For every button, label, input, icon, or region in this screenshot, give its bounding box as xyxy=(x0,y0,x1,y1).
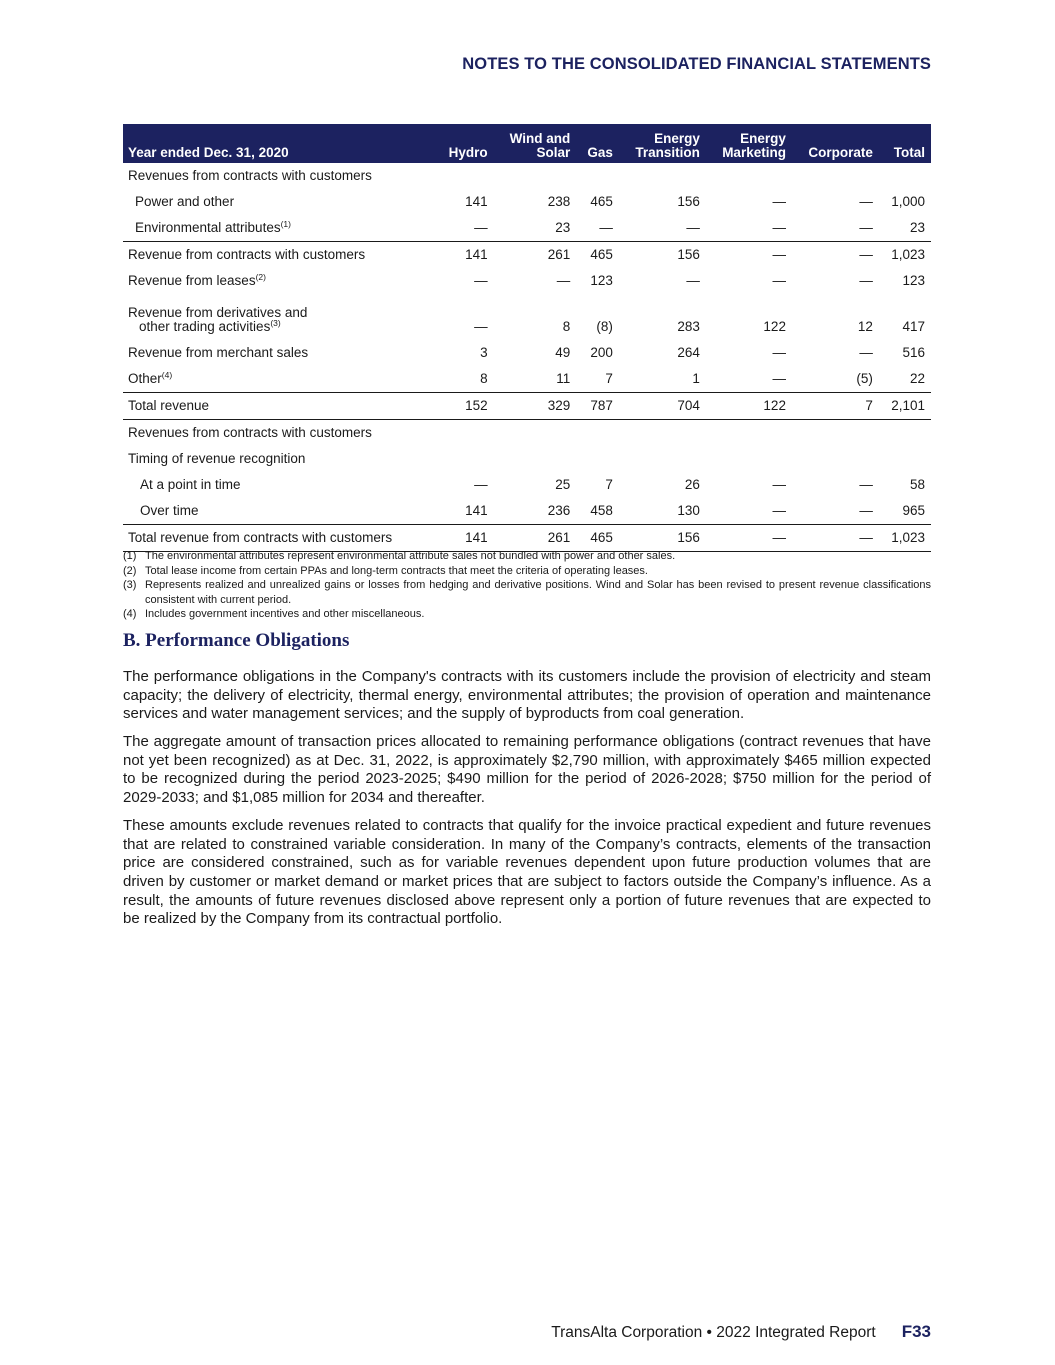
row-label: Total revenue xyxy=(123,393,436,420)
table-row xyxy=(123,446,931,472)
cell: 12 xyxy=(857,319,873,334)
revenue-table xyxy=(123,124,931,552)
table-row xyxy=(123,268,931,294)
footnote-text: Includes government incentives and other miscellaneous. xyxy=(145,608,425,620)
cell xyxy=(792,446,879,472)
cell: 152 xyxy=(436,393,494,420)
cell: — xyxy=(772,503,786,518)
footnote-marker: (4) xyxy=(123,608,137,620)
cell: 704 xyxy=(619,393,706,420)
cell: 26 xyxy=(684,477,700,492)
cell: — xyxy=(686,273,700,288)
cell xyxy=(436,420,494,447)
cell: 1 xyxy=(692,371,700,386)
table-row xyxy=(123,498,931,525)
row-label: Total revenue from contracts with customers xyxy=(123,525,436,552)
footnote xyxy=(123,578,931,607)
cell xyxy=(576,420,619,447)
cell: 516 xyxy=(902,345,925,360)
cell: 49 xyxy=(555,345,571,360)
cell xyxy=(494,163,577,189)
table-row xyxy=(123,525,931,552)
cell: — xyxy=(772,194,786,209)
table-row xyxy=(123,472,931,498)
cell xyxy=(576,446,619,472)
row-label: Revenues from contracts with customers xyxy=(128,168,372,183)
cell: — xyxy=(792,242,879,269)
footnote-ref: (1) xyxy=(280,219,291,229)
table-row xyxy=(123,393,931,420)
cell xyxy=(576,163,619,189)
cell: 264 xyxy=(677,345,700,360)
cell xyxy=(494,446,577,472)
cell: 965 xyxy=(902,503,925,518)
paragraph: The aggregate amount of transaction prices allocated to remaining performance obligations (contract revenues that have not yet been recognized) as at Dec. 31, 2022, is approximately $2,790 million, with approximately $465 million expected to be recognized during the period 2023-2025; $490 million for the period of 2026-2028; $750 million for the period of 2029-2033; and $1,085 million for 2034 and thereafter. xyxy=(123,733,931,807)
cell: — xyxy=(772,345,786,360)
section-heading: B. Performance Obligations xyxy=(123,630,350,651)
cell: 200 xyxy=(590,345,613,360)
cell: 3 xyxy=(480,345,488,360)
cell: 465 xyxy=(576,525,619,552)
row-label: Over time xyxy=(140,503,199,518)
cell: 1,023 xyxy=(879,525,931,552)
column-header: Gas xyxy=(576,124,619,163)
column-header: Total xyxy=(879,124,931,163)
cell: — xyxy=(859,194,873,209)
cell: 23 xyxy=(909,220,925,235)
cell: 23 xyxy=(555,220,571,235)
section-body xyxy=(123,668,931,938)
cell: — xyxy=(556,273,571,288)
cell xyxy=(792,420,879,447)
cell: — xyxy=(859,220,873,235)
cell: 787 xyxy=(576,393,619,420)
footnote-marker: (3) xyxy=(123,579,137,591)
page-header-title: NOTES TO THE CONSOLIDATED FINANCIAL STATEMENTS xyxy=(462,55,931,73)
footnote-marker: (1) xyxy=(123,550,137,562)
cell: — xyxy=(772,273,786,288)
cell: 465 xyxy=(590,194,613,209)
cell: — xyxy=(859,273,873,288)
cell xyxy=(879,420,931,447)
cell: 261 xyxy=(494,525,577,552)
cell xyxy=(619,446,706,472)
cell: 465 xyxy=(576,242,619,269)
cell: — xyxy=(474,319,488,334)
footnote-marker: (2) xyxy=(123,564,137,577)
cell: — xyxy=(772,477,786,492)
table-row xyxy=(123,420,931,447)
cell xyxy=(706,420,792,447)
cell: 141 xyxy=(436,525,494,552)
footnote xyxy=(123,549,931,564)
footnote-ref: (2) xyxy=(255,272,266,282)
cell: — xyxy=(706,525,792,552)
cell: 156 xyxy=(619,525,706,552)
cell xyxy=(706,446,792,472)
footnote-ref: (3) xyxy=(270,318,281,328)
table-row xyxy=(123,294,931,340)
cell: — xyxy=(706,242,792,269)
cell: 417 xyxy=(902,319,925,334)
row-label: Environmental attributes$^{(1)}$ xyxy=(135,219,291,235)
cell: 122 xyxy=(706,393,792,420)
cell: — xyxy=(859,503,873,518)
cell: 141 xyxy=(436,242,494,269)
cell xyxy=(879,163,931,189)
column-header: Energy Marketing xyxy=(706,124,792,163)
row-label: Revenue from leases$^{(2)}$ xyxy=(128,272,266,288)
cell: 7 xyxy=(792,393,879,420)
cell: 22 xyxy=(909,371,925,386)
row-label: Revenue from merchant sales xyxy=(128,345,309,360)
cell xyxy=(879,446,931,472)
row-label: Power and other xyxy=(135,194,235,209)
cell: 156 xyxy=(677,194,700,209)
table-header-row xyxy=(123,124,931,163)
table-row xyxy=(123,366,931,393)
cell: 7 xyxy=(605,477,613,492)
cell: 130 xyxy=(677,503,700,518)
page-footer xyxy=(551,1322,931,1342)
cell xyxy=(436,163,494,189)
footnote-ref: (4) xyxy=(161,370,173,380)
cell: 7 xyxy=(605,371,613,386)
cell: 122 xyxy=(763,319,786,334)
cell: 1,000 xyxy=(891,194,925,209)
cell: — xyxy=(772,220,786,235)
footnote-text: The environmental attributes represent environmental attribute sales not bundled with power and other sales. xyxy=(145,550,676,562)
cell: (8) xyxy=(596,319,613,334)
cell xyxy=(619,420,706,447)
cell: 1,023 xyxy=(879,242,931,269)
cell xyxy=(706,163,792,189)
paragraph: These amounts exclude revenues related to contracts that qualify for the invoice practical expedient and future revenues that are related to constrained variable consideration. In many of the Company’s contracts, elements of the transaction price are considered constrained, such as for variable revenues dependent upon future production volumes that are driven by customer or market demand or market prices that are subject to factors outside the Company’s influence. As a result, the amounts of future revenues disclosed above represent only a portion of future revenues that are expected to be realized by the Company from its contractual portfolio. xyxy=(123,817,931,928)
footnote xyxy=(123,564,931,579)
cell: — xyxy=(792,525,879,552)
cell xyxy=(792,163,879,189)
cell: 236 xyxy=(547,503,571,518)
cell: 156 xyxy=(619,242,706,269)
cell: 238 xyxy=(547,194,571,209)
cell: 58 xyxy=(909,477,925,492)
table-footnotes xyxy=(123,549,931,622)
cell: 329 xyxy=(494,393,577,420)
column-header: Energy Transition xyxy=(619,124,706,163)
cell: — xyxy=(474,477,488,492)
cell: 123 xyxy=(902,273,925,288)
row-label: Other$^{(4)}$ xyxy=(128,370,173,386)
row-label: Timing of revenue recognition xyxy=(128,451,306,466)
cell: (5) xyxy=(856,371,873,386)
cell: — xyxy=(686,220,700,235)
table-row xyxy=(123,215,931,242)
table-row xyxy=(123,340,931,366)
cell: — xyxy=(859,345,873,360)
footer-report-title: TransAlta Corporation • 2022 Integrated Report xyxy=(551,1324,876,1341)
row-label: At a point in time xyxy=(140,477,241,492)
cell: — xyxy=(474,273,488,288)
cell: 8 xyxy=(562,319,571,334)
footnote-text: Represents realized and unrealized gains or losses from hedging and derivative positions. Wind and Solar has been revised to present revenue classifications consistent with current period. xyxy=(145,579,931,606)
cell: 283 xyxy=(677,319,700,334)
cell: — xyxy=(599,220,613,235)
cell: 2,101 xyxy=(879,393,931,420)
cell: — xyxy=(772,371,786,386)
table-row xyxy=(123,242,931,269)
cell: 123 xyxy=(590,273,613,288)
cell: — xyxy=(474,220,488,235)
footnote xyxy=(123,607,931,622)
cell: 261 xyxy=(494,242,577,269)
cell: 141 xyxy=(465,503,488,518)
page-number: F33 xyxy=(901,1322,931,1341)
cell: — xyxy=(859,477,873,492)
cell: 8 xyxy=(480,371,488,386)
row-label: Revenues from contracts with customers xyxy=(123,420,436,447)
cell xyxy=(494,420,577,447)
footnote-text: Total lease income from certain PPAs and long-term contracts that meet the criteria of operating leases. xyxy=(145,564,648,577)
column-header: Year ended Dec. 31, 2020 xyxy=(123,124,436,163)
column-header: Wind and Solar xyxy=(494,124,577,163)
column-header: Hydro xyxy=(436,124,494,163)
cell xyxy=(619,163,706,189)
cell: 25 xyxy=(555,477,571,492)
paragraph: The performance obligations in the Company's contracts with its customers include the provision of electricity and steam capacity; the delivery of electricity, thermal energy, environmental attributes; the provision of operation and maintenance services and water management services; and the supply of byproducts from coal generation. xyxy=(123,668,931,723)
row-label: Revenue from contracts with customers xyxy=(123,242,436,269)
column-header: Corporate xyxy=(792,124,879,163)
cell: 141 xyxy=(465,194,488,209)
cell xyxy=(436,446,494,472)
cell: 458 xyxy=(590,503,613,518)
cell: 11 xyxy=(556,371,571,386)
row-label: Revenue from derivatives and other trading activities$^{(3)}$ xyxy=(128,305,308,334)
table-row xyxy=(123,189,931,215)
table-row xyxy=(123,163,931,189)
